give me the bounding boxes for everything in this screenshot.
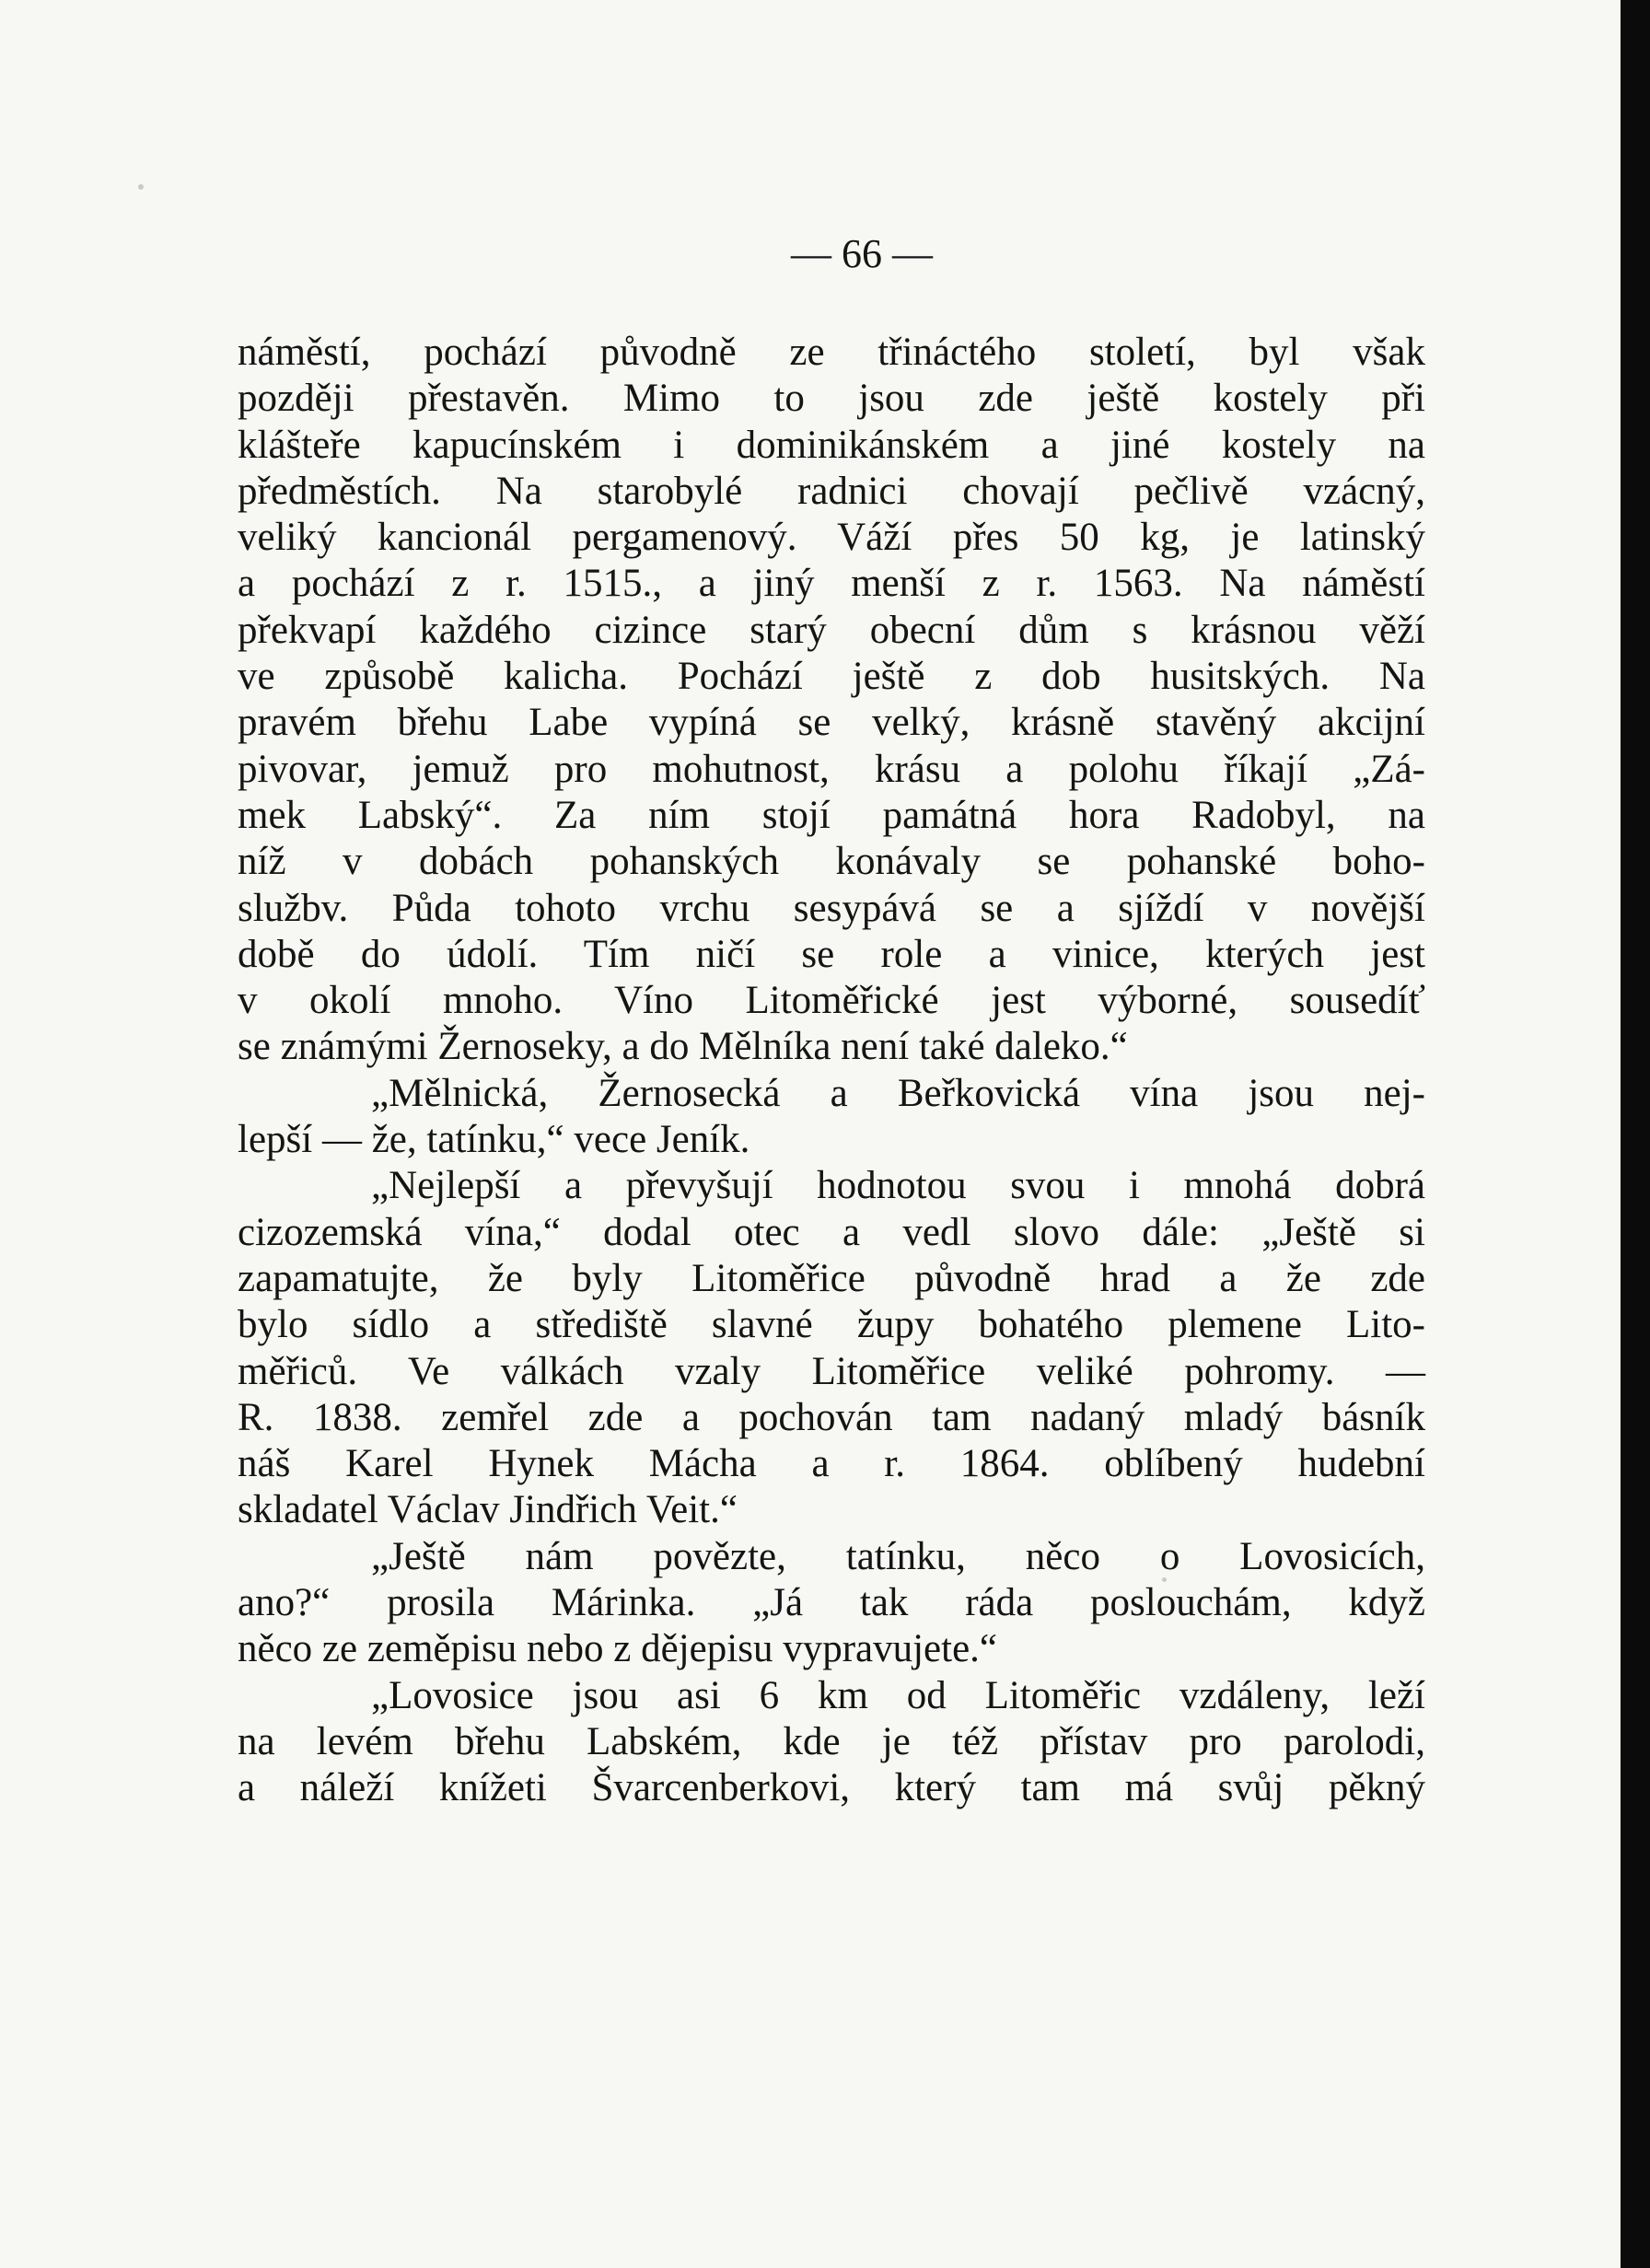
text-line: „Ještě nám povězte, tatínku, něco o Lovosicích,	[371, 1534, 1425, 1578]
text-line: klášteře kapucínském i dominikánském a jiné kostely na	[238, 423, 1425, 467]
text-line: a pochází z r. 1515., a jiný menší z r. 1563. Na náměstí	[238, 562, 1425, 606]
text-line: ve způsobě kalicha. Pochází ještě z dob husitských. Na	[238, 655, 1425, 699]
text-line: měřiců. Ve válkách vzaly Litoměřice veliké pohromy. —	[238, 1349, 1425, 1393]
text-line: službv. Půda tohoto vrchu sesypává se a sjíždí v novější	[238, 886, 1425, 930]
body-text	[238, 330, 1425, 1812]
text-line: na levém břehu Labském, kde je též přístav pro parolodi,	[238, 1719, 1425, 1763]
text-line: pivovar, jemuž pro mohutnost, krásu a polohu říkají „Zá-	[238, 747, 1425, 791]
text-line: něco ze zeměpisu nebo z dějepisu vypravujete.“	[238, 1627, 997, 1671]
text-line: náměstí, pochází původně ze třináctého století, byl však	[238, 331, 1425, 374]
scan-right-border	[1621, 0, 1650, 2268]
text-line: předměstích. Na starobylé radnici chovají pečlivě vzácný,	[238, 469, 1425, 513]
dust-speck	[138, 184, 144, 190]
text-line: níž v dobách pohanských konávaly se pohanské boho-	[238, 840, 1425, 884]
text-line: době do údolí. Tím ničí se role a vinice, kterých jest	[238, 932, 1425, 976]
text-line: „Nejlepší a převyšují hodnotou svou i mnohá dobrá	[371, 1164, 1425, 1208]
text-line: pravém břehu Labe vypíná se velký, krásně stavěný akcijní	[238, 701, 1425, 745]
text-line: a náleží knížeti Švarcenberkovi, který tam má svůj pěkný	[238, 1766, 1425, 1810]
text-line: ano?“ prosila Márinka. „Já tak ráda poslouchám, když	[238, 1581, 1425, 1625]
text-line: skladatel Václav Jindřich Veit.“	[238, 1488, 738, 1532]
text-line: „Lovosice jsou asi 6 km od Litoměřic vzdáleny, leží	[371, 1673, 1425, 1717]
text-line: R. 1838. zemřel zde a pochován tam nadaný mladý básník	[238, 1395, 1425, 1439]
text-line: „Mělnická, Žernosecká a Beřkovická vína jsou nej-	[371, 1071, 1425, 1115]
text-line: zapamatujte, že byly Litoměřice původně hrad a že zde	[238, 1256, 1425, 1300]
text-line: překvapí každého cizince starý obecní dům s krásnou věží	[238, 608, 1425, 652]
page-number: — 66 —	[791, 231, 933, 276]
text-line: veliký kancionál pergamenový. Váží přes 50 kg, je latinský	[238, 516, 1425, 560]
text-line: se známými Žernoseky, a do Mělníka není také daleko.“	[238, 1025, 1128, 1069]
text-line: lepší — že, tatínku,“ vece Jeník.	[238, 1118, 750, 1162]
text-line: bylo sídlo a střediště slavné župy bohatého plemene Lito-	[238, 1303, 1425, 1347]
text-line: cizozemská vína,“ dodal otec a vedl slovo dále: „Ještě si	[238, 1210, 1425, 1254]
text-line: v okolí mnoho. Víno Litoměřické jest výborné, sousedíť	[238, 979, 1425, 1023]
text-line: později přestavěn. Mimo to jsou zde ještě kostely při	[238, 377, 1425, 421]
text-line: náš Karel Hynek Mácha a r. 1864. oblíbený hudební	[238, 1442, 1425, 1486]
text-line: mek Labský“. Za ním stojí památná hora Radobyl, na	[238, 793, 1425, 837]
